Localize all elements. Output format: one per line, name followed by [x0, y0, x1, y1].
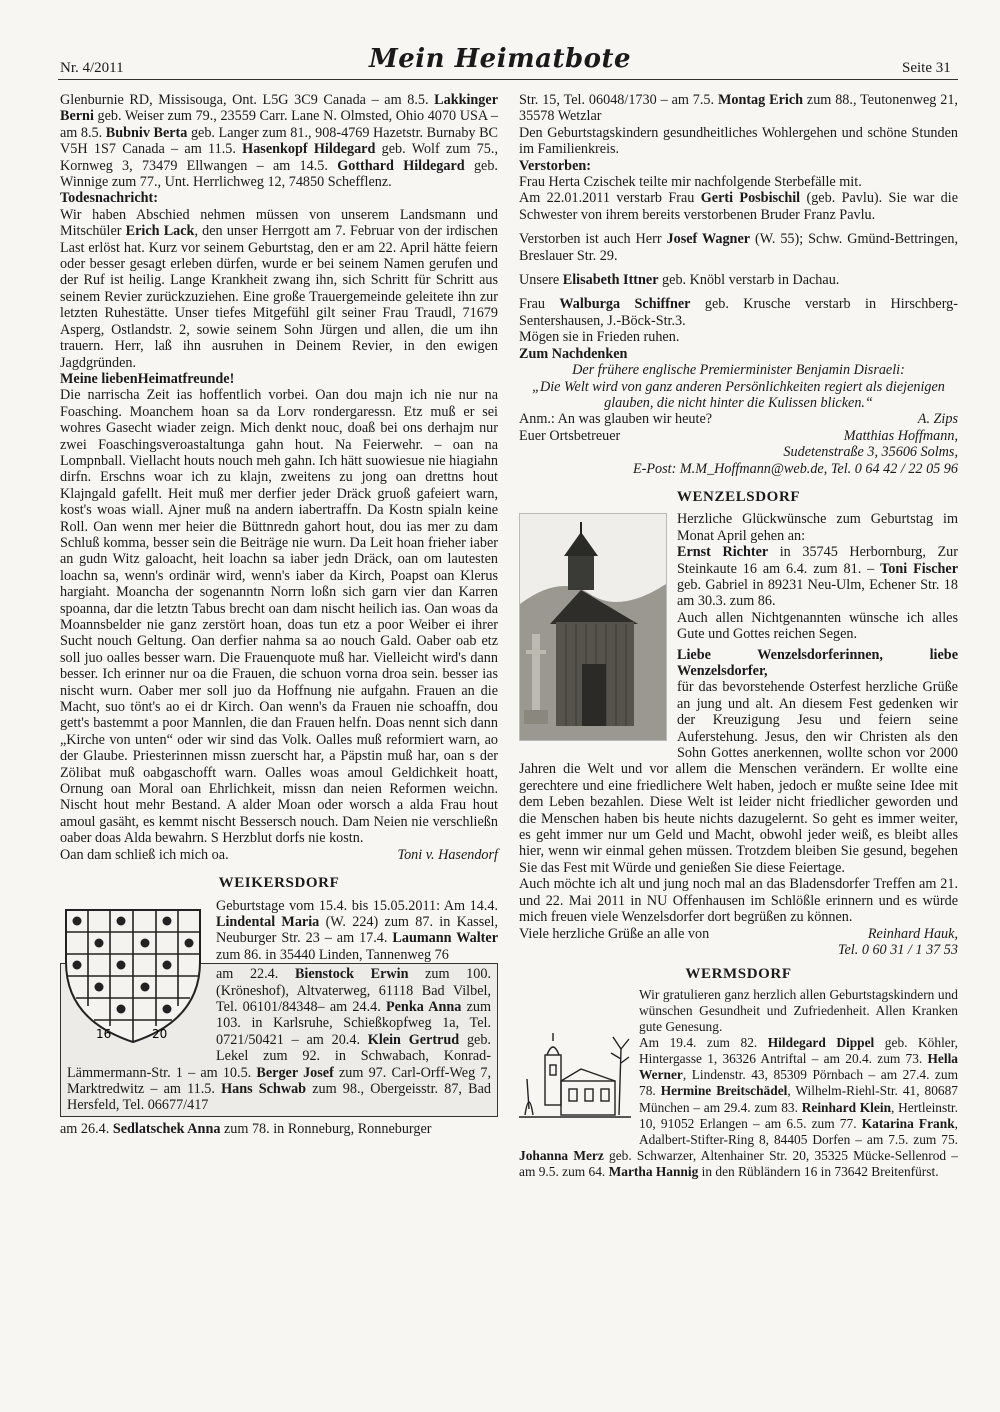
weikersdorf-tail: am 26.4. Sedlatschek Anna zum 78. in Ronneburg, Ronneburger: [60, 1120, 432, 1137]
todesnachricht-text: Wir haben Abschied nehmen müssen von unserem Landsmann und Mitschüler Erich Lack, den unser Herrgott am 7. Februar von der irdischen Last erlöst hat. Kurz vor seinem Geburtstag, den er am 22. April hätte feiern oder besser gesagt erleben dürfen, wurde er bei seinem Namen gerufen und der Ruf ist heilig. Lange Krankheit zwang ihn, sich Schritt für Schritt aus seinem Revier zurückzuziehen. Eine große Trauergemeinde geleitete ihn zur letzten Ruhestätte. Unser tiefes Mitgefühl gilt seiner Frau Traudl, 71679 Asperg, Ostlandstr. 2, sowie seinem Sohn Jürgen und allen, die um ihn trauern. Herr, laß ihn ausruhen in Deinem Revier, in den ewigen Jagdgründen.: [60, 206, 498, 371]
anm-signature: A. Zips: [917, 411, 958, 428]
church-drawing-icon: [519, 1019, 631, 1131]
wenzelsdorf-greeting: Liebe Wenzelsdorferinnen, liebe Wenzelsdorfer,: [677, 646, 958, 679]
wenzelsdorf-intro: Herzliche Glückwünsche zum Geburtstag im Monat April gehen an:: [677, 511, 958, 544]
death-notice: Frau Walburga Schiffner geb. Krusche verstarb in Hirschberg-Sentershausen, J.-Böck-Str.3.: [519, 296, 958, 329]
wenzelsdorf-easter-text: für das bevorstehende Osterfest herzliche Grüße an jung und alt. An diesem Fest gedenken wir der Kreuzigung Jesu und feiern seine Auferstehung. Jesus, den wir Christen als den Sohn Gottes anerkennen, wollte schon vor 2000 Jahren die Welt und vor allem die Menschen verändern. Er wollte eine gerechtere und eine friedlichere Welt haben, jedoch er mußte seine Idee mit dem Leben bezahlen. Diese Welt ist leider nicht friedlicher geworden und die Menschen haben bis heute nichts dazugelernt. So geht es immer weiter, es geht immer nur um Geld und Macht, obwohl jeder weiß, es bleibt alles hier, wenn wir einmal gehen müssen. Trotzdem bleiben Sie gesund, begehen Sie das Fest mit Würde und genießen Sie diese Feiertage.: [519, 679, 958, 876]
nachdenken-heading: Zum Nachdenken: [519, 345, 628, 362]
weikersdorf-intro: Geburtstage vom 15.4. bis 15.05.2011: Am 14.4. Lindental Maria (W. 224) zum 87. in Kassel, Neuburger Str. 23 – am 17.4. Laumann Walter zum 86. in 35440 Linden, Tannenweg 76: [216, 897, 499, 963]
death-notice: Am 22.01.2011 verstarb Frau Gerti Posbischil (geb. Pavlu). Sie war die Schwester von ihrem bereits verstorbenen Bruder Franz Pavlu.: [519, 190, 958, 223]
right-column: [519, 92, 958, 1181]
wenzelsdorf-greeting-line: Viele herzliche Grüße an alle von: [519, 925, 710, 942]
wenzelsdorf-birthdays: Ernst Richter in 35745 Herbornburg, Zur Steinkaute 16 am 6.4. zum 81. – Toni Fischer geb. Gabriel in 89231 Neu-Ulm, Echener Str. 18 am 30.3. zum 86.: [677, 544, 959, 610]
shield-year-right: 20: [152, 1026, 168, 1041]
birthday-list-continued: Glenburnie RD, Missisouga, Ont. L5G 3C9 Canada – am 8.5. Lakkinger Berni geb. Weiser zum 79., 23559 Carr. Lane N. Olmsted, Ohio 4070 USA – am 8.5. Bubniv Berta geb. Langer zum 81., 908-4769 Hazetstr. Burnaby BC V5H 1S7 Canada – am 11.5. Hasenkopf Hildegard geb. Wolf zum 75., Kornweg 3, 73479 Ellwangen – am 14.5. Gotthard Hildegard geb. Winnige zum 77., Unt. Herrlichweg 12, 74850 Schefflenz.: [60, 92, 499, 191]
todesnachricht-heading: Todesnachricht:: [60, 190, 159, 207]
wenzelsdorf-title: WENZELSDORF: [676, 488, 801, 505]
verstorben-intro: Frau Herta Czischek teilte mir nachfolgende Sterbefälle mit.: [519, 174, 862, 191]
heimatfreunde-closing: Oan dam schließ ich mich oa. Toni v. Hasendorf: [60, 846, 498, 863]
page-number: Seite 31: [902, 60, 951, 76]
heimatfreunde-heading: Meine liebenHeimatfreunde!: [60, 370, 235, 387]
verstorben-heading: Verstorben:: [519, 157, 591, 174]
weikersdorf-title: WEIKERSDORF: [218, 875, 340, 892]
heimatfreunde-text: Die narrischa Zeit ias hoffentlich vorbei. Oan dou majn ich nie nur na Foasching. Moanchem hoan sa da Lorv rondergaressn. Etz muß er sei wohres Gasecht wiader zeign. Mich denkt nouc, doaß bei ons derhajm nur zwei Foaschingsveroastaltunga gahn hout. Na Feierwehr. – oan na Lompnball. Viellacht houts nouch meh gahn. Ich hätt suowiesue nie hiagiahn dirfn. Erschns woar ich zu klajn, zweitens zu jong oan drettns hout Klajngald gafellt. Heit muß mer derfier jeder Dräck gruoß gafeiert warn, kost's woas wiall. Ajner muß na andern iabertraffn. Da Kostn spialn keine Roll. Oan wenn mer heier die Büttnredn gahort hout, dou ias mer zu dam Schluß komma, besser sein die Beiträge nie wurn. Da Leit hoan frieher iaber an gudn Witz galoacht, heit loachn sa iaber jedn Dräck, oan om lautesten loachn sa, wenn's ordinär wird, wenn's iaber da Kirch, Poapst oan Klerus hargiaht. Moancha der sogenanntn Norrn loßn sich garn vier dan Karren spoanna, dar die letztn Tabus brecht oan dam nischt heilich ias. Oan woas da Moannsbelder nie ganz zerstört hoan, doas tun etz a poor Weiber ei ihrer Sucht nouch Geltung. Oan derfier nahma sa ao nouch Gald. Oaber oab etz soll juo oalles besser warn. Die Frauenquote muß har. Vielleicht wird's dann besser. Ich erinner nur oa die Frauen, die schuon vorna droa sein. besser ias nischt wurn. Oaber mer soll juo da Hoffnung nie aufgahn. Frauen an die Macht, suo tönt's ao ei dr Kirch. Oan wenn's da Frauen nie schoaffn, dou gett's bastemmt a poor Mannlen, die dan Frauen helfn. Doas nennt sich dann „Kirche von unten“ oder wir sind das Volk. Oalles muß reformiert warn, ao der Glaube. Priesterinnen missn zuerscht har, a Päpstin muß har, oan s der Zölibat muß oabgaschofft warn. Oalles woas amoul Geldichkeit hoatt, Ornung oan Moral oan Ehrlichkeit, missn dan neien Reformen weichn. Nischt hout mehr Bestand. A alder Moan oder worsch a alda Frau hout amoul gasäht, es kemmt nischt Bessersch nouch. Dam Neien nie verschließn oaber doas Alda bewahrn. S Herzblut dorfs nie kostn.: [60, 387, 498, 847]
quote-text: „Die Welt wird von ganz anderen Persönlichkeiten regiert als diejenigen glauben, die nicht hinter die Kulissen blicken.“: [532, 378, 945, 411]
ortsbetreuer-address: Sudetenstraße 3, 35606 Solms,: [783, 444, 958, 461]
birthday-list-end: Str. 15, Tel. 06048/1730 – am 7.5. Montag Erich zum 88., Teutonenweg 21, 35578 Wetzlar: [519, 92, 958, 125]
wenzelsdorf-phone: Tel. 0 60 31 / 1 37 53: [837, 941, 958, 958]
birthday-wish: Den Geburtstagskindern gesundheitliches Wohlergehen und schöne Stunden im Familienkreis.: [519, 124, 958, 158]
weikersdorf-section: [60, 898, 498, 1138]
ortsbetreuer-contact: E-Post: M.M_Hoffmann@web.de, Tel. 0 64 42 / 22 05 96: [632, 460, 958, 477]
chapel-photo: [519, 513, 667, 741]
ortsbetreuer-label: Euer Ortsbetreuer: [519, 427, 621, 444]
wermsdorf-title: WERMSDORF: [685, 966, 792, 983]
wenzelsdorf-signature: Reinhard Hauk,: [867, 925, 958, 942]
wenzelsdorf-wish: Auch allen Nichtgenannten wünsche ich alles Gute und Gottes reichen Segen.: [677, 609, 958, 643]
wermsdorf-section: [519, 987, 958, 1181]
rest-in-peace: Mögen sie in Frieden ruhen.: [519, 329, 680, 346]
issue-number: Nr. 4/2011: [60, 60, 124, 76]
shield-year-left: 16: [96, 1026, 112, 1041]
death-notice: Unsere Elisabeth Ittner geb. Knöbl verstarb in Dachau.: [519, 272, 840, 289]
anm-text: Anm.: An was glauben wir heute?: [519, 411, 713, 428]
left-column: [60, 92, 498, 1137]
wermsdorf-intro: Wir gratulieren ganz herzlich allen Geburtstagskindern und wünschen Gesundheit und Zufriedenheit. Allen Kranken gute Genesung.: [639, 986, 958, 1034]
masthead-title: Mein Heimatbote: [368, 44, 632, 74]
ortsbetreuer-name: Matthias Hoffmann,: [843, 427, 958, 444]
weikersdorf-boxed-birthdays: am 22.4. Bienstock Erwin zum 100. (Kröneshof), Altvaterweg, 61118 Bad Vilbel, Tel. 06101/84348– am 24.4. Penka Anna zum 103. in Karlsruhe, Schießkopfweg 1a, Tel. 0721/50421 – am 20.4. Klein Gertrud geb. Lekel zum 92. in Schwabach, Konrad-Lämmermann-Str. 1 – am 10.5. Berger Josef zum 97. Carl-Orff-Weg 7, Marktredwitz – am 11.5. Hans Schwab zum 98., Obergeisstr. 87, Bad Hersfeld, Tel. 06677/417: [60, 963, 498, 1117]
wermsdorf-birthdays: Am 19.4. zum 82. Hildegard Dippel geb. Köhler, Hintergasse 1, 36326 Antriftal – am 20.4. zum 73. Hella Werner, Lindenstr. 43, 85309 Pörnbach – am 27.4. zum 78. Hermine Breitschädel, Wilhelm-Riehl-Str. 41, 80687 München – am 29.4. zum 83. Reinhard Klein, Hertleinstr. 10, 91052 Erlangen – am 6.5. zum 77. Katarina Frank, Adalbert-Stifter-Ring 8, 84405 Dorfen – am 7.5. zum 75. Johanna Merz geb. Schwarzer, Altenhainer Str. 20, 35325 Mücke-Sellenrod – am 9.5. zum 64. Martha Hannig in den Rübländern 16 in 73642 Breitenfürst.: [519, 1034, 959, 1180]
header-rule: [58, 79, 958, 80]
wenzelsdorf-treffen: Auch möchte ich alt und jung noch mal an das Bladensdorfer Treffen am 21. und 22. Mai 2011 in NU Offenhausen im Schlößle erinnern und es würde mich freuen viele Wenzelsdorfer dort begrüßen zu können.: [519, 876, 958, 926]
quote-intro: Der frühere englische Premierminister Benjamin Disraeli:: [572, 362, 905, 379]
author-signature: Toni v. Hasendorf: [397, 846, 498, 863]
wenzelsdorf-section: [519, 511, 958, 958]
coat-of-arms-icon: [60, 902, 206, 1048]
death-notice: Verstorben ist auch Herr Josef Wagner (W. 55); Schw. Gmünd-Bettringen, Breslauer Str. 29.: [519, 231, 959, 264]
